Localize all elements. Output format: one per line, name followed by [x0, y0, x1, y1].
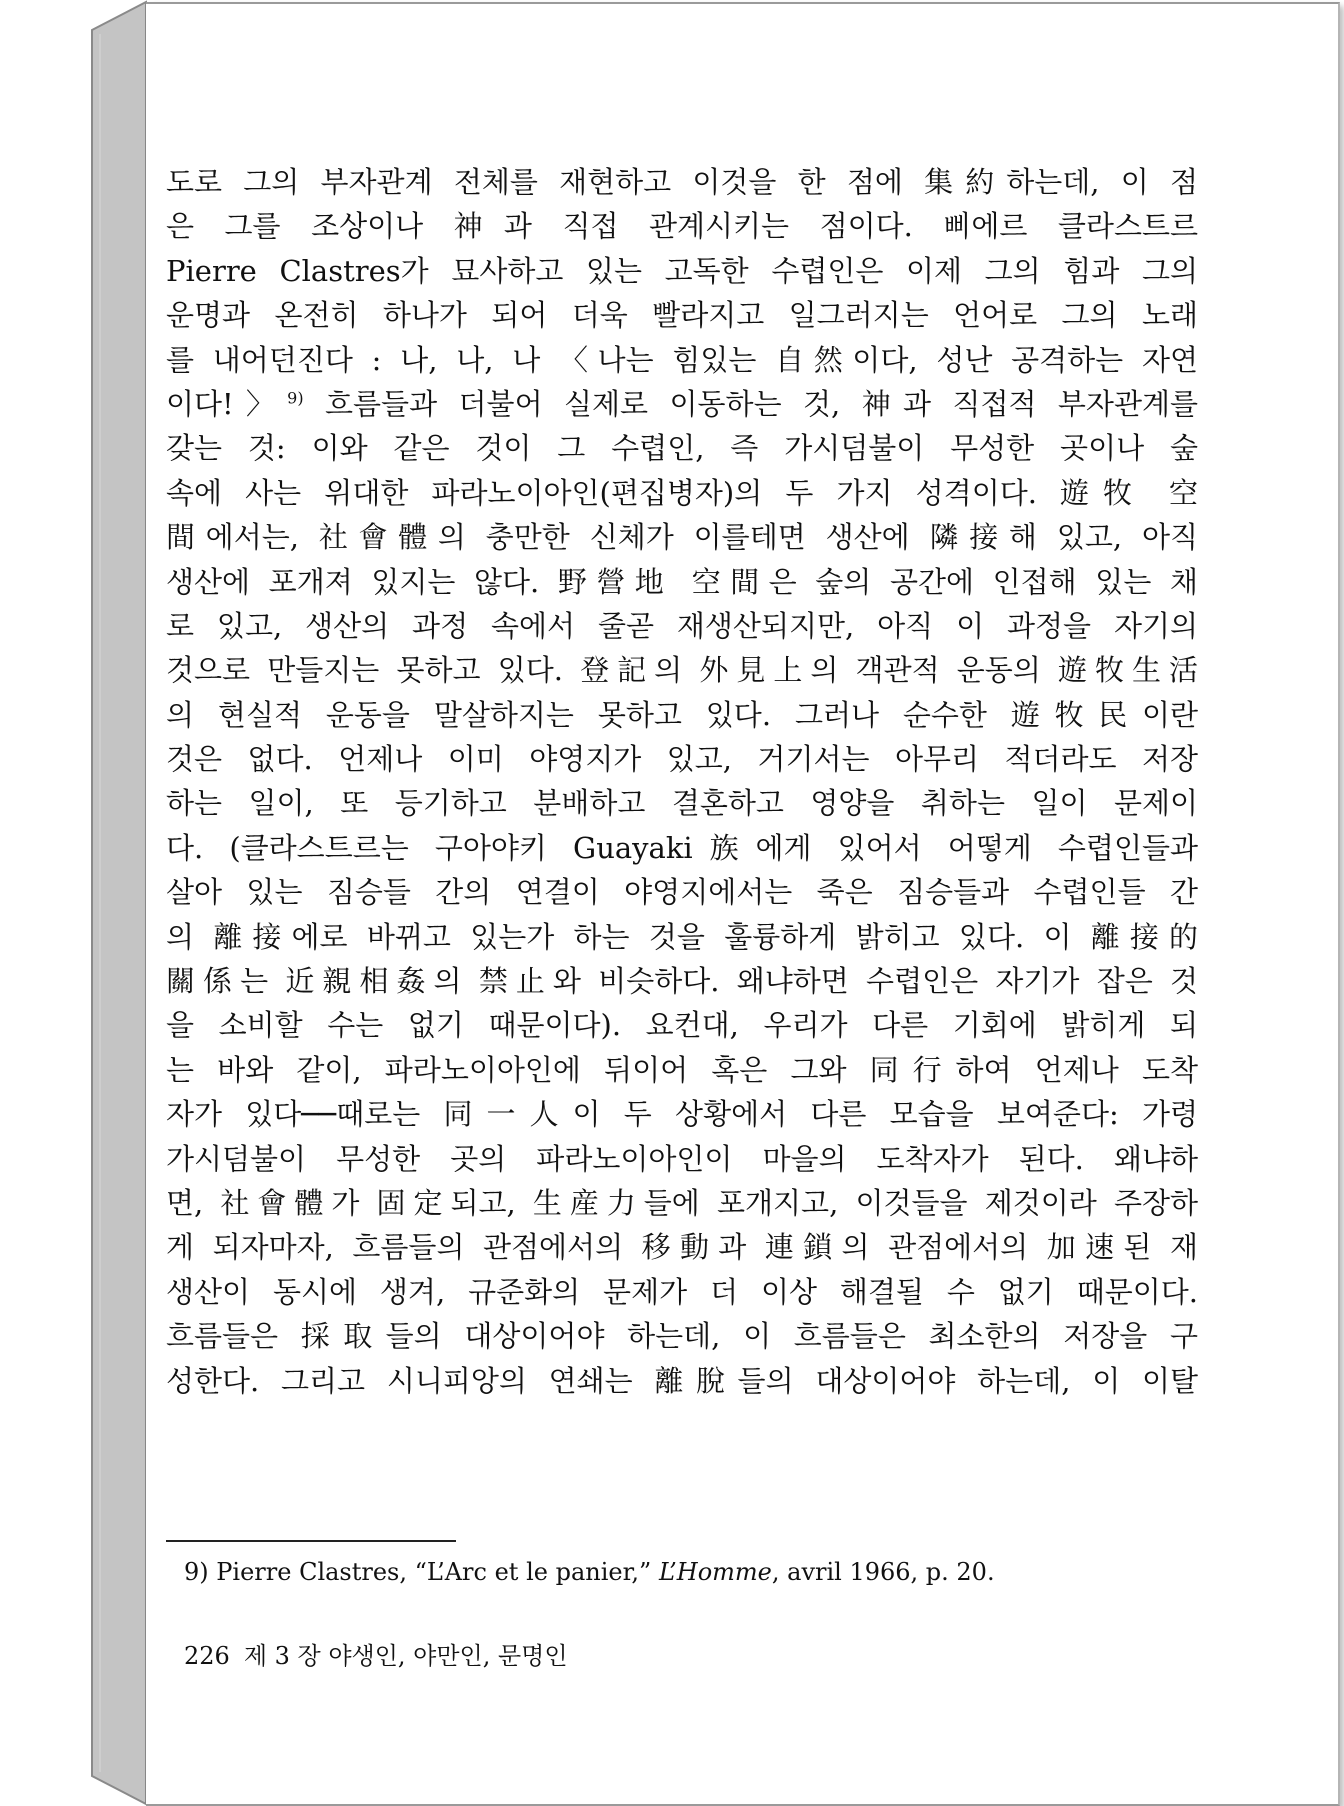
footnote-journal: L’Homme	[658, 1558, 772, 1586]
text-line: 은 그를 조상이나 神과 직접 관계시키는 점이다. 삐에르 클라스트르	[166, 209, 1198, 244]
text-line: 속에 사는 위대한 파라노이아인(편집병자)의 두 가지 성격이다. 遊牧 空	[166, 475, 1198, 510]
text-line-with-footnote-ref	[166, 382, 1198, 426]
chapter-title: 제 3 장 야생인, 야만인, 문명인	[243, 1642, 568, 1670]
text-line: 면, 社會體가 固定되고, 生産力들에 포개지고, 이것들을 제것이라 주장하	[166, 1185, 1198, 1220]
text-line: 흐름들은 採取들의 대상이어야 하는데, 이 흐름들은 최소한의 저장을 구	[166, 1319, 1198, 1354]
text-line: 間에서는, 社會體의 충만한 신체가 이를테면 생산에 隣接해 있고, 아직	[166, 520, 1198, 555]
footnote-reference: 9)	[287, 388, 304, 408]
text-line-start: 이다!〉	[166, 386, 288, 421]
text-line: 을 소비할 수는 없기 때문이다). 요컨대, 우리가 다른 기회에 밝히게 되	[166, 1008, 1198, 1043]
footnote-text-end: , avril 1966, p. 20.	[771, 1558, 995, 1586]
text-line: 게 되자마자, 흐름들의 관점에서의 移動과 連鎖의 관점에서의 加速된 재	[166, 1230, 1198, 1265]
text-line-end: 흐름들과 더불어 실제로 이동하는 것, 神과 직접적 부자관계를	[303, 386, 1198, 421]
footnote	[184, 1558, 995, 1586]
text-line: 하는 일이, 또 등기하고 분배하고 결혼하고 영양을 취하는 일이 문제이	[166, 786, 1198, 821]
text-line: 다. (클라스트르는 구아야키 Guayaki族에게 있어서 어떻게 수렵인들과	[166, 830, 1198, 865]
text-line: 생산에 포개져 있지는 않다. 野營地 空間은 숲의 공간에 인접해 있는 채	[166, 564, 1198, 599]
footnote-divider	[166, 1540, 456, 1542]
page-number: 226	[184, 1642, 230, 1670]
text-line: 운명과 온전히 하나가 되어 더욱 빨라지고 일그러지는 언어로 그의 노래	[166, 298, 1198, 333]
text-line: 살아 있는 짐승들 간의 연결이 야영지에서는 죽은 짐승들과 수렵인들 간	[166, 875, 1198, 910]
text-line: 가시덤불이 무성한 곳의 파라노이아인이 마을의 도착자가 된다. 왜냐하	[166, 1141, 1198, 1176]
footnote-text: Pierre Clastres, “L’Arc et le panier,”	[208, 1558, 659, 1586]
text-line: 는 바와 같이, 파라노이아인에 뒤이어 혹은 그와 同行하여 언제나 도착	[166, 1052, 1198, 1087]
text-line: 로 있고, 생산의 과정 속에서 줄곧 재생산되지만, 아직 이 과정을 자기의	[166, 608, 1198, 643]
text-line: 의 離接에로 바뀌고 있는가 하는 것을 훌륭하게 밝히고 있다. 이 離接的	[166, 919, 1198, 954]
text-line: 의 현실적 운동을 말살하지는 못하고 있다. 그러나 순수한 遊牧民이란	[166, 697, 1198, 732]
text-line: 갖는 것: 이와 같은 것이 그 수렵인, 즉 가시덤불이 무성한 곳이나 숲	[166, 431, 1198, 466]
text-line: 를 내어던진다 : 나, 나, 나 〈나는 힘있는 自然이다, 성난 공격하는 자연	[166, 342, 1198, 377]
text-line: 도로 그의 부자관계 전체를 재현하고 이것을 한 점에 集約하는데, 이 점	[166, 165, 1198, 199]
text-line: 성한다. 그리고 시니피앙의 연쇄는 離脫들의 대상이어야 하는데, 이 이탈	[166, 1363, 1198, 1398]
text-line: Pierre Clastres가 묘사하고 있는 고독한 수렵인은 이제 그의 힘과 그의	[166, 253, 1198, 288]
text-line: 생산이 동시에 생겨, 규준화의 문제가 더 이상 해결될 수 없기 때문이다.	[166, 1274, 1198, 1309]
running-footer	[184, 1636, 568, 1671]
text-line: 關係는 近親相姦의 禁止와 비슷하다. 왜냐하면 수렵인은 자기가 잡은 것	[166, 964, 1198, 999]
text-line: 자가 있다──때로는 同一人이 두 상황에서 다른 모습을 보여준다: 가령	[166, 1097, 1198, 1132]
text-line: 것으로 만들지는 못하고 있다. 登記의 外見上의 객관적 운동의 遊牧生活	[166, 653, 1198, 688]
footnote-number: 9)	[184, 1558, 209, 1586]
body-text	[166, 160, 1198, 1403]
text-line: 것은 없다. 언제나 이미 야영지가 있고, 거기서는 아무리 적더라도 저장	[166, 742, 1198, 777]
